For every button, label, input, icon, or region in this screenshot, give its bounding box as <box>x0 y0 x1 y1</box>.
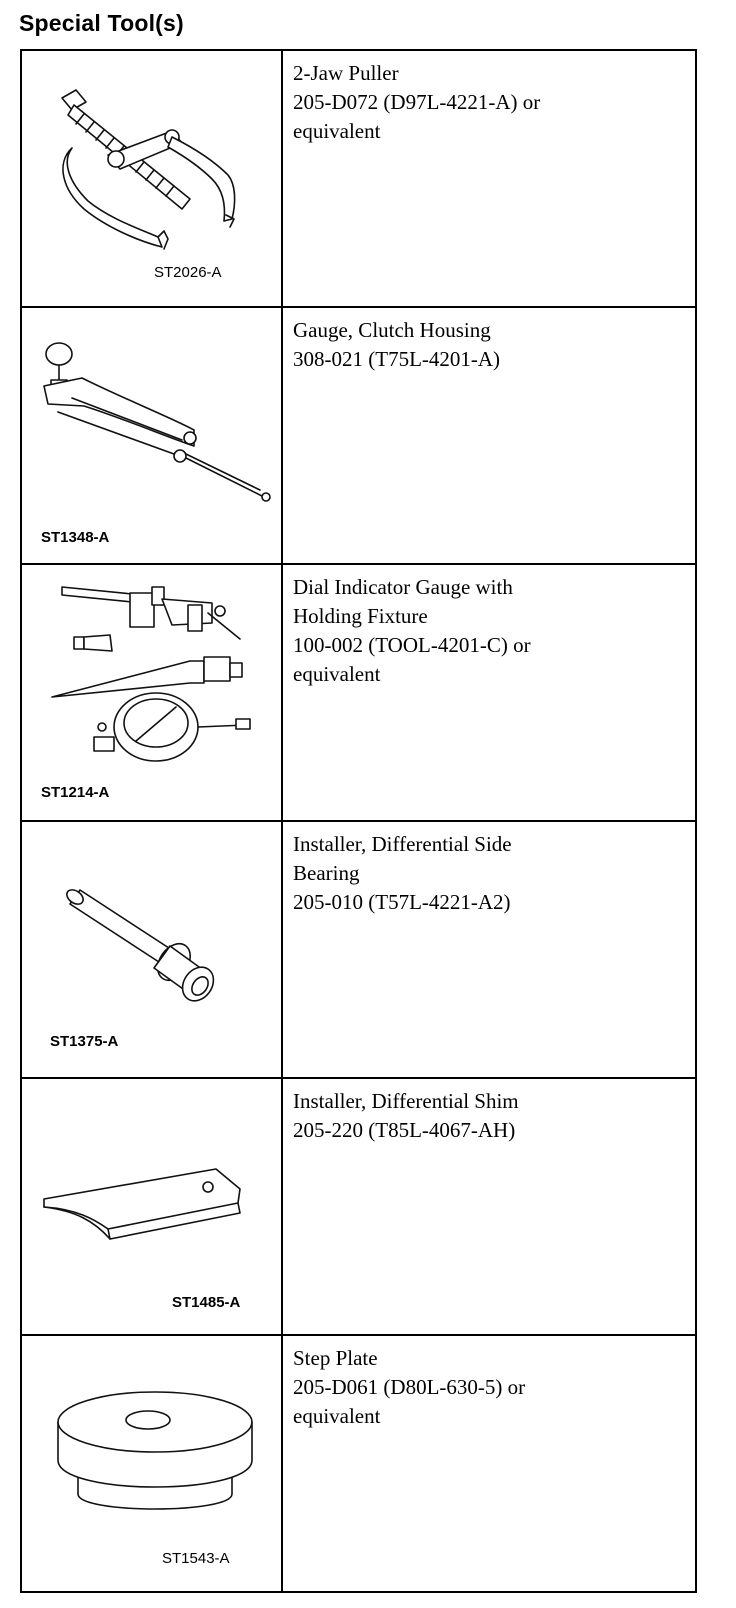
table-row <box>21 1078 696 1335</box>
tool-image-cell <box>21 307 282 564</box>
tool-description-cell <box>282 50 696 307</box>
table-row <box>21 50 696 307</box>
tool-image-cell <box>21 1335 282 1592</box>
tool-code: ST1543-A <box>162 1550 230 1567</box>
tool-name: Step Plate <box>293 1346 378 1370</box>
tool-code: ST1348-A <box>41 529 110 546</box>
tool-description-cell <box>282 1335 696 1592</box>
two-jaw-puller-illustration <box>22 51 281 298</box>
side-bearing-installer-illustration <box>22 822 281 1069</box>
tool-name-continued: Bearing <box>293 861 360 885</box>
tool-code: ST1375-A <box>50 1033 119 1050</box>
tool-name: Gauge, Clutch Housing <box>293 318 491 342</box>
tool-equivalent-note: equivalent <box>293 1404 381 1428</box>
tool-description-cell <box>282 821 696 1078</box>
table-row <box>21 821 696 1078</box>
tool-code: ST2026-A <box>154 264 222 281</box>
tool-part-number: 205-D072 (D97L-4221-A) or <box>293 90 541 114</box>
tool-name: 2-Jaw Puller <box>293 61 399 85</box>
tool-equivalent-note: equivalent <box>293 662 381 686</box>
step-plate-illustration <box>22 1336 281 1583</box>
tool-code: ST1214-A <box>41 784 110 801</box>
tool-part-number: 205-D061 (D80L-630-5) or <box>293 1375 526 1399</box>
special-tools-table <box>20 49 697 1593</box>
tool-description-cell <box>282 307 696 564</box>
tool-description-cell <box>282 1078 696 1335</box>
dial-indicator-gauge-illustration <box>22 565 281 812</box>
tool-image-cell <box>21 50 282 307</box>
clutch-housing-gauge-illustration <box>22 308 281 555</box>
table-row <box>21 307 696 564</box>
tool-name: Installer, Differential Side <box>293 832 512 856</box>
tool-image-cell <box>21 564 282 821</box>
tool-description-cell <box>282 564 696 821</box>
tool-name-continued: Holding Fixture <box>293 604 428 628</box>
tool-name: Dial Indicator Gauge with <box>293 575 513 599</box>
tool-part-number: 205-220 (T85L-4067-AH) <box>293 1118 516 1142</box>
section-title: Special Tool(s) <box>19 10 184 36</box>
tool-equivalent-note: equivalent <box>293 119 381 143</box>
tool-part-number: 100-002 (TOOL-4201-C) or <box>293 633 531 657</box>
tool-image-cell <box>21 821 282 1078</box>
tool-image-cell <box>21 1078 282 1335</box>
table-row <box>21 564 696 821</box>
shim-installer-illustration <box>22 1079 281 1326</box>
tool-code: ST1485-A <box>172 1294 241 1311</box>
tool-part-number: 205-010 (T57L-4221-A2) <box>293 890 511 914</box>
tool-part-number: 308-021 (T75L-4201-A) <box>293 347 501 371</box>
tool-name: Installer, Differential Shim <box>293 1089 519 1113</box>
table-row <box>21 1335 696 1592</box>
